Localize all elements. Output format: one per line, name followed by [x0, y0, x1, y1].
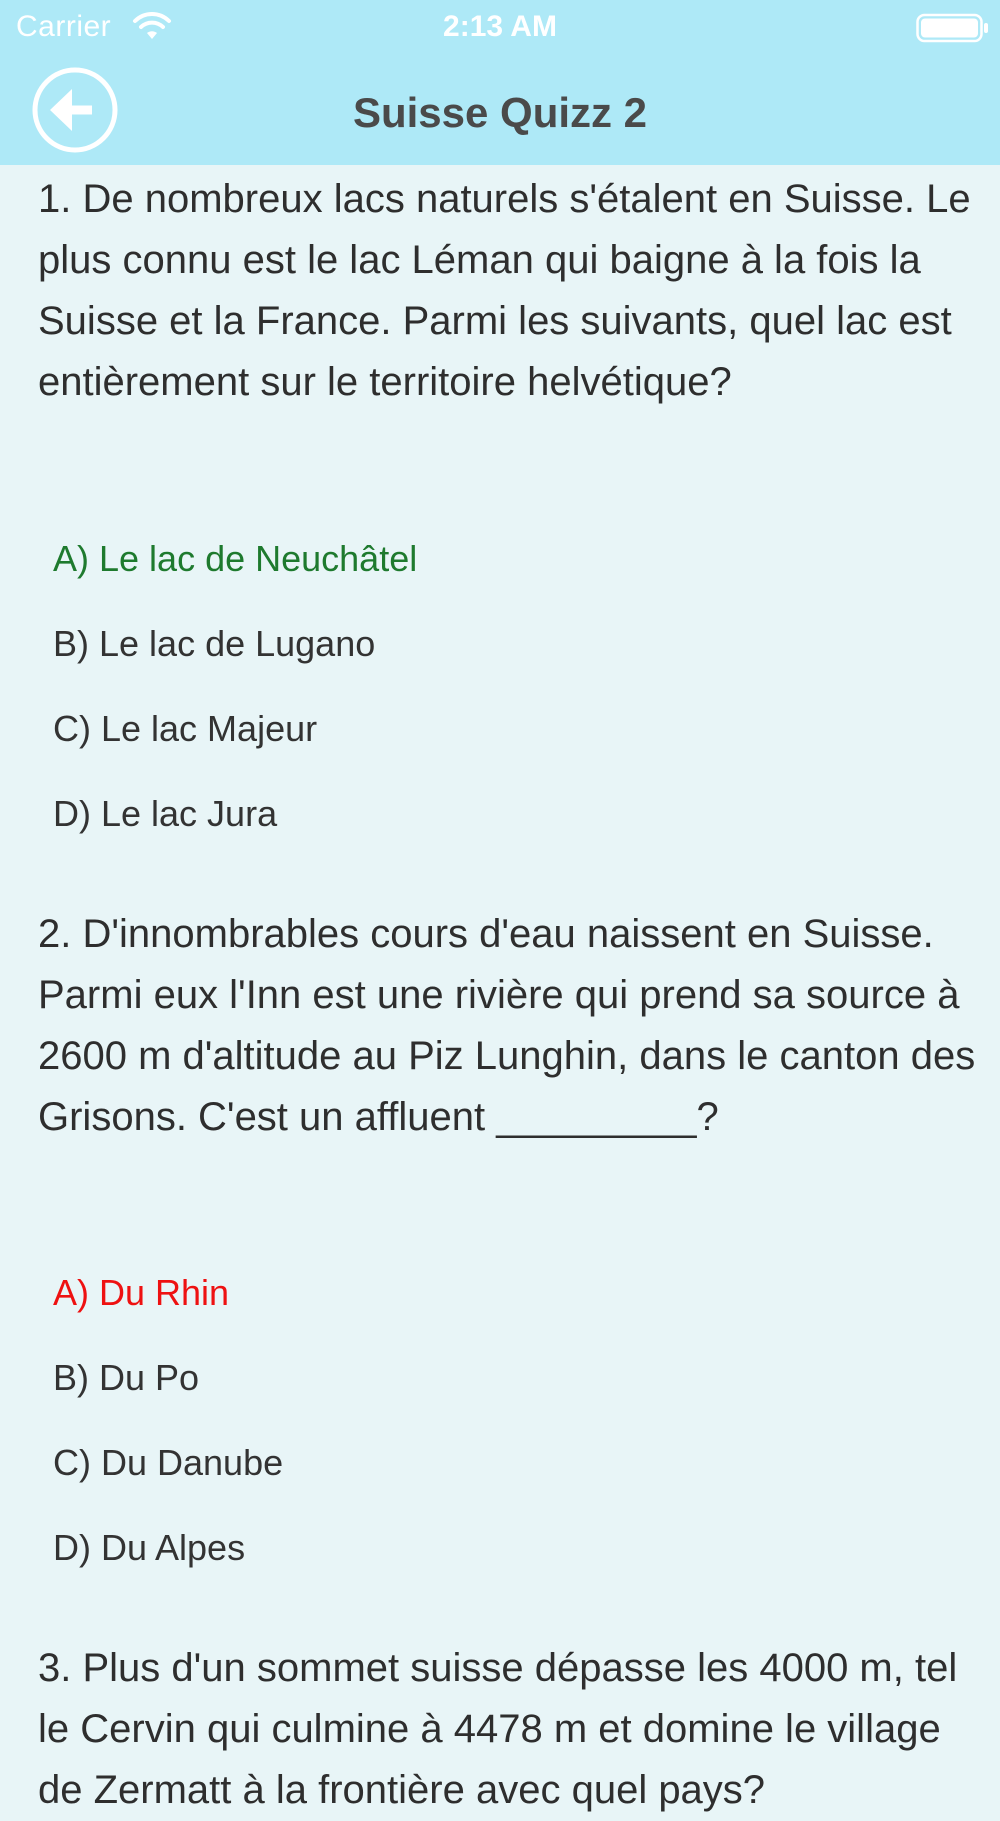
quiz-content[interactable] — [0, 165, 1000, 1812]
answer-option[interactable]: C) Le lac Majeur — [53, 708, 318, 749]
battery-icon — [916, 13, 990, 43]
page-title: Suisse Quizz 2 — [352, 89, 648, 136]
carrier-label: Carrier — [16, 10, 112, 43]
answer-option[interactable]: B) Du Po — [53, 1357, 200, 1398]
status-time: 2:13 AM — [443, 10, 557, 43]
status-bar — [0, 0, 1000, 55]
answer-option-wrong[interactable]: A) Du Rhin — [53, 1272, 230, 1313]
answer-option[interactable]: B) Le lac de Lugano — [53, 623, 376, 664]
question-text: 2. D'innombrables cours d'eau naissent en Suisse. Parmi eux l'Inn est une rivière qui prend sa source à 2600 m d'altitude au Piz Lunghin, dans le canton des Grisons. C'est un affluent _________? — [38, 912, 976, 1139]
question-text: 3. Plus d'un sommet suisse dépasse les 4000 m, tel le Cervin qui culmine à 4478 m et domine le village de Zermatt à la frontière avec quel pays? — [38, 1646, 958, 1812]
answer-option[interactable]: D) Du Alpes — [53, 1527, 246, 1568]
question-text: 1. De nombreux lacs naturels s'étalent en Suisse. Le plus connu est le lac Léman qui baigne à la fois la Suisse et la France. Parmi les suivants, quel lac est entièrement sur le territoire helvétique? — [38, 177, 971, 404]
navigation-bar — [0, 55, 1000, 165]
answer-option[interactable]: C) Du Danube — [53, 1442, 284, 1483]
answer-option-correct[interactable]: A) Le lac de Neuchâtel — [53, 538, 418, 579]
answer-option[interactable]: D) Le lac Jura — [53, 793, 278, 834]
